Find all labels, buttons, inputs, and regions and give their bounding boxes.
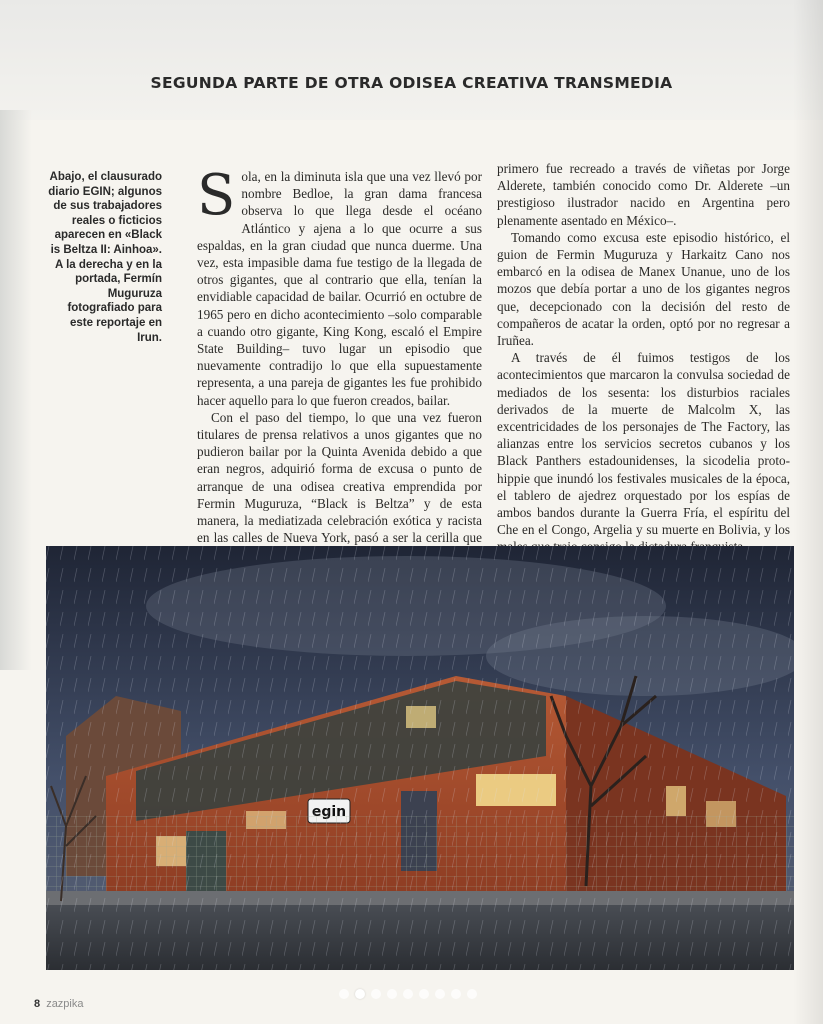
- carousel-dot[interactable]: [387, 989, 397, 999]
- carousel-dot[interactable]: [371, 989, 381, 999]
- carousel-dots: [339, 989, 477, 999]
- article-column-2: [497, 160, 790, 556]
- carousel-dot[interactable]: [403, 989, 413, 999]
- page-number: 8: [34, 998, 41, 1010]
- article-column-1: [197, 163, 482, 581]
- photo-caption: Abajo, el clausurado diario EGIN; algunos de sus trabajadores reales o ficticios aparecen en «Black is Beltza II: Ainhoa». A la derecha y en la portada, Fermín Muguruza fotografiado para este reportaje en Irun.: [48, 171, 162, 344]
- page-footer: [34, 998, 83, 1010]
- egin-building-photo: [46, 546, 794, 970]
- paragraph: primero fue recreado a través de viñetas por Jorge Alderete, también conocido como Dr. Alderete –un prestigioso ilustrador nacido en Argentina pero plenamente asentado en México–.: [497, 161, 790, 228]
- rain: [46, 546, 794, 970]
- top-band: [0, 0, 823, 120]
- paragraph: Tomando como excusa este episodio histórico, el guion de Fermin Muguruza y Harkaitz Cano nos embarcó en la odisea de Manex Unanue, uno de los mozos que debía portar a uno de los gigantes negros que, decepcionado con la decisión del resto de compañeros de acatar la orden, optó por no regresar a Iruñea.: [497, 229, 790, 349]
- drop-cap: S: [197, 163, 236, 228]
- section-heading: SEGUNDA PARTE DE OTRA ODISEA CREATIVA TRANSMEDIA: [150, 74, 673, 92]
- carousel-dot[interactable]: [339, 989, 349, 999]
- paragraph: A través de él fuimos testigos de los acontecimientos que marcaron la convulsa sociedad de mediados de los sesenta: los disturbios raciales derivados de la muerte de Malcolm X, las excentricidades de los personajes de The Factory, las alianzas entre los servicios secretos cubanos y los Black Panthers estadounidenses, la sicodelia proto-hippie que inundó los festivales musicales de la época, el tablero de ajedrez orquestado por los espías de ambos bandos durante la Guerra Fría, el espíritu del Che en el Congo, Argelia y su muerte en Bolivia, y los: [497, 350, 790, 538]
- left-shadow: [0, 110, 32, 670]
- publication-name: zazpika: [46, 998, 84, 1010]
- carousel-dot[interactable]: [435, 989, 445, 999]
- carousel-dot[interactable]: [467, 989, 477, 999]
- carousel-dot[interactable]: [419, 989, 429, 999]
- carousel-dot[interactable]: [451, 989, 461, 999]
- carousel-dot-active[interactable]: [355, 989, 365, 999]
- paragraph: Con el paso del tiempo, lo que una vez fueron titulares de prensa relativos a unos gigantes que no pudieron bailar por la Quinta Avenida debido a que eran negros, adquirió forma de excusa o punto de arranque de una odisea creativa emprendida por Fermin Muguruza, “Black is Beltza” y de esta manera, la mediatizada celebración exótica y racista en las calles de Nueva York, pasó a ser la cerilla que: [197, 409, 482, 546]
- paragraph: ola, en la diminuta isla que una vez llevó por nombre Bedloe, la gran dama francesa observa lo que llega desde el océano Atlántico y ajena a lo que ocurre a sus espaldas, en la gran ciudad que nunca duerme. Una vez, esta impasible dama fue testigo de la llegada de otros gigantes, que al contrario que ella, tenían la envidiable capacidad de bailar. Ocurrió en octubre de 1965 pero en dicho acontecimiento –solo comparable a cuando otro gigante, King Kong, escaló el Empire State Building– tuvo lugar un episodio que nuevamente contradijo lo que ella supuestamente representa, a una pareja de gigantes les fue prohibido hacer aquello para lo que fueron creados, bailar.: [197, 169, 482, 408]
- building-illustration: [46, 546, 794, 970]
- right-shadow: [793, 0, 823, 1024]
